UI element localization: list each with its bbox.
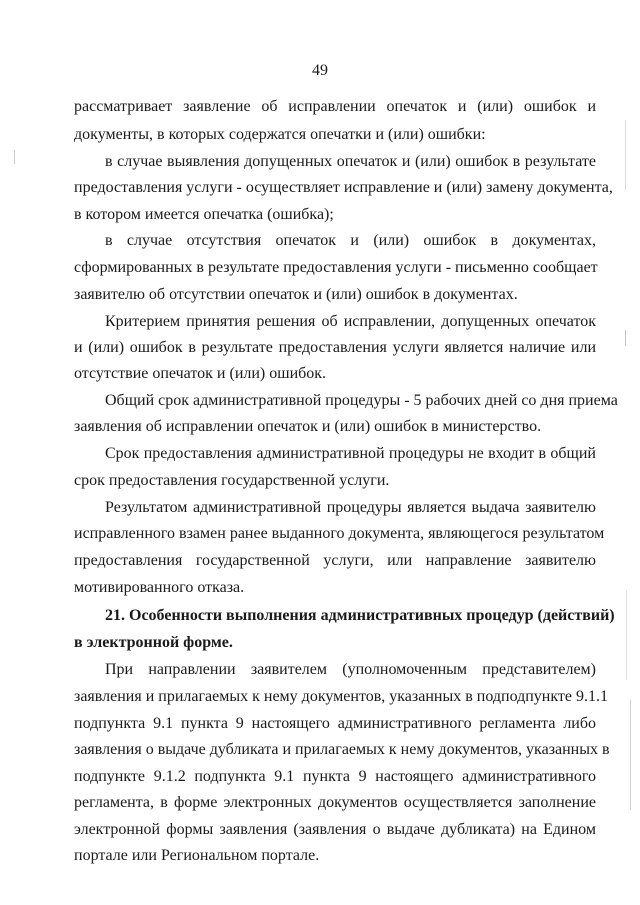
text-line: в случае отсутствия опечаток и (или) ошибок в документах, <box>105 232 596 249</box>
text-line: заявления и прилагаемых к нему документов, указанных в подподпункте 9.1.1 <box>74 688 609 705</box>
page-number: 49 <box>312 62 328 79</box>
text-line: Общий срок административной процедуры - 5 рабочих дней со дня приема <box>105 392 618 409</box>
text-line: Критерием принятия решения об исправлении, допущенных опечаток <box>105 313 596 330</box>
text-line: регламента, в форме электронных документов осуществляется заполнение <box>74 794 596 811</box>
scan-edge-mark <box>630 700 631 810</box>
text-line: в котором имеется опечатка (ошибка); <box>74 206 334 223</box>
text-line: и (или) ошибок в результате предоставления услуги является наличие или <box>74 339 596 356</box>
text-line: исправленного взамен ранее выданного документа, являющегося результатом <box>74 525 605 542</box>
scan-edge-mark <box>626 590 627 680</box>
scan-edge-mark <box>625 120 626 190</box>
text-line: портале или Региональном портале. <box>74 847 320 864</box>
scan-edge-mark <box>14 150 15 164</box>
section-heading: в электронной форме. <box>74 634 233 651</box>
text-line: сформированных в результате предоставления услуги - письменно сообщает <box>74 259 598 276</box>
text-line: Результатом административной процедуры является выдача заявителю <box>105 499 596 516</box>
text-line: мотивированного отказа. <box>74 579 245 596</box>
text-line: Срок предоставления административной процедуры не входит в общий <box>105 445 596 462</box>
text-line: рассматривает заявление об исправлении опечаток и (или) ошибок и <box>74 98 596 115</box>
text-line: предоставления государственной услуги, или направление заявителю <box>74 552 596 569</box>
text-line: документы, в которых содержатся опечатки и (или) ошибки: <box>74 126 486 143</box>
scan-edge-mark <box>625 330 626 346</box>
text-line: предоставления услуги - осуществляет исправление и (или) замену документа, <box>74 179 613 196</box>
text-line: электронной формы заявления (заявления о выдаче дубликата) на Едином <box>74 821 596 838</box>
text-line: заявления о выдаче дубликата и прилагаемых к нему документов, указанных в <box>74 741 610 758</box>
text-line: заявителю об отсутствии опечаток и (или) ошибок в документах. <box>74 286 518 303</box>
text-line: в случае выявления допущенных опечаток и (или) ошибок в результате <box>105 153 596 170</box>
text-line: заявления об исправлении опечаток и (или) ошибок в министерство. <box>74 418 542 435</box>
text-line: отсутствие опечаток и (или) ошибок. <box>74 365 327 382</box>
section-heading: 21. Особенности выполнения административных процедур (действий) <box>105 607 615 624</box>
text-line: При направлении заявителем (уполномоченным представителем) <box>105 661 596 678</box>
text-line: срок предоставления государственной услуги. <box>74 472 390 489</box>
text-line: подпункта 9.1 пункта 9 настоящего административного регламента либо <box>74 715 596 732</box>
text-line: подпункте 9.1.2 подпункта 9.1 пункта 9 настоящего административного <box>74 768 596 785</box>
